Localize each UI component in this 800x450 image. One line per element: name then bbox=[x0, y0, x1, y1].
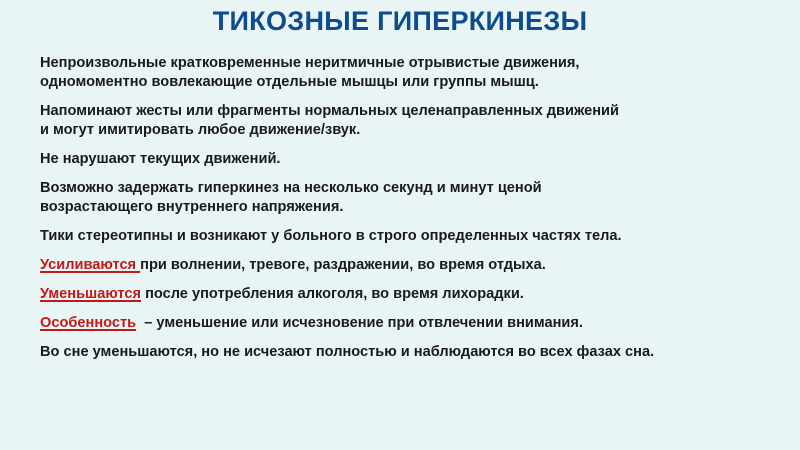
paragraph-line: Непроизвольные кратковременные неритмичные отрывистые движения, bbox=[40, 55, 580, 71]
paragraph-text: при волнении, тревоге, раздражении, во время отдыха. bbox=[140, 257, 546, 273]
paragraph-line bbox=[40, 256, 760, 275]
paragraph-definition bbox=[40, 54, 760, 92]
slide-title: ТИКОЗНЫЕ ГИПЕРКИНЕЗЫ bbox=[212, 6, 588, 36]
highlight-term: Усиливаются bbox=[40, 257, 141, 273]
paragraph-line: Возможно задержать гиперкинез на несколько секунд и минут ценой bbox=[40, 180, 542, 196]
paragraph-sleep bbox=[40, 343, 760, 362]
paragraph-feature bbox=[40, 314, 760, 333]
paragraph-line: и могут имитировать любое движение/звук. bbox=[40, 122, 361, 138]
paragraph-suppression bbox=[40, 179, 760, 217]
paragraph-line: возрастающего внутреннего напряжения. bbox=[40, 199, 344, 215]
paragraph-no-disruption bbox=[40, 150, 760, 169]
paragraph-increase bbox=[40, 256, 760, 275]
paragraph-line: одномоментно вовлекающие отдельные мышцы или группы мышц. bbox=[40, 74, 539, 90]
slide-content bbox=[40, 54, 760, 372]
paragraph-line bbox=[40, 314, 760, 333]
paragraph-line: Напоминают жесты или фрагменты нормальных целенаправленных движений bbox=[40, 103, 619, 119]
paragraph-text: – уменьшение или исчезновение при отвлечении внимания. bbox=[136, 315, 583, 331]
paragraph-line: Не нарушают текущих движений. bbox=[40, 151, 281, 167]
paragraph-line: Тики стереотипны и возникают у больного в строго определенных частях тела. bbox=[40, 228, 622, 244]
highlight-term: Уменьшаются bbox=[40, 286, 142, 302]
paragraph-gestures bbox=[40, 102, 760, 140]
highlight-term: Особенность bbox=[40, 315, 137, 331]
paragraph-line: Во сне уменьшаются, но не исчезают полностью и наблюдаются во всех фазах сна. bbox=[40, 344, 655, 360]
paragraph-text: после употребления алкоголя, во время лихорадки. bbox=[141, 286, 524, 302]
paragraph-decrease bbox=[40, 285, 760, 304]
paragraph-line bbox=[40, 285, 760, 304]
paragraph-stereotyped bbox=[40, 227, 760, 246]
